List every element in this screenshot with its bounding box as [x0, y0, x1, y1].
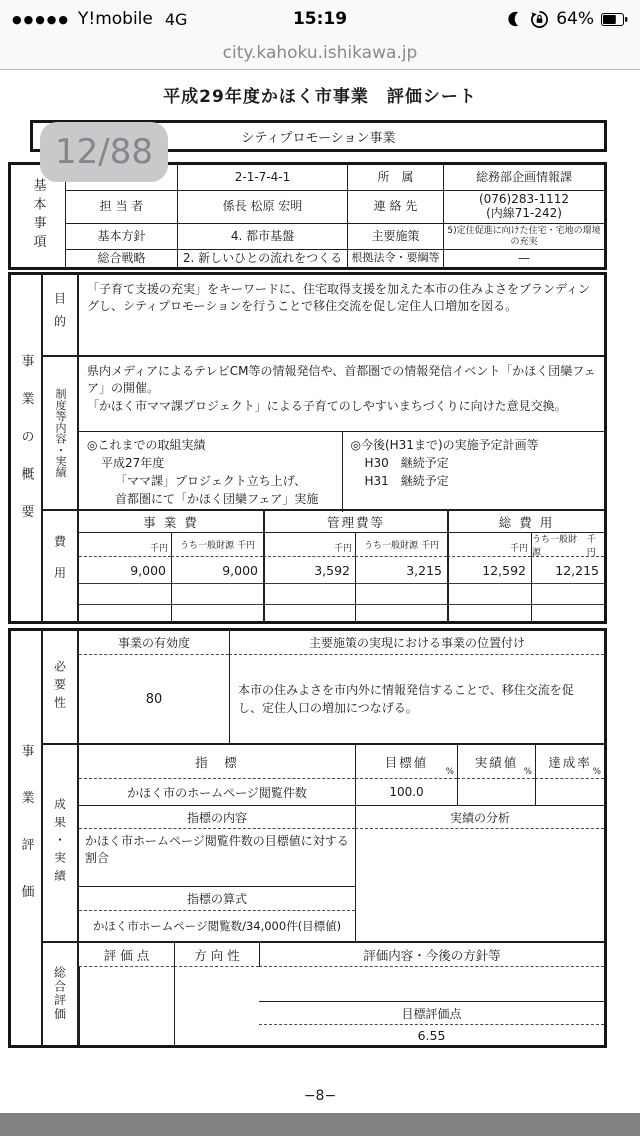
- network-type-label: 4G: [164, 9, 188, 29]
- rate-value: [535, 779, 604, 805]
- actual-header: 実績値 %: [457, 745, 535, 779]
- rate-header: 達成率 %: [535, 745, 604, 779]
- indicator-detail-text: かほく市ホームページ閲覧件数の目標値に対する割合: [79, 829, 355, 887]
- status-bar: [0, 0, 640, 38]
- basic-row3-value: 4. 都市基盤: [177, 223, 347, 249]
- future-plan-cell: ◎今後(H31まで)の実施予定計画等 H30 継続予定 H31 継続予定: [342, 432, 605, 512]
- necessity-label: 必要性: [41, 631, 77, 743]
- cost-table: 事 業 費 管理費等 総 費 用 千円 うち一般財源 千円 千円 うち一般財源 千円 千円 うち一般財源 千円 9,000 9,000 3,592 3,215 12,592 12,215: [77, 509, 604, 621]
- analysis-header: 実績の分析: [355, 805, 604, 829]
- cost-group-project: 事 業 費: [79, 511, 263, 533]
- url-bar[interactable]: [0, 38, 640, 68]
- cost-value: 3,215: [355, 557, 447, 583]
- signal-strength-icon: ●●●●●: [12, 12, 70, 26]
- basic-row4-label: 総合戦略: [65, 249, 177, 267]
- results-label: 成果・実績: [41, 743, 77, 941]
- actual-value: [457, 779, 535, 805]
- cost-unit-label: 千円: [79, 533, 171, 557]
- orientation-lock-icon: [530, 10, 549, 29]
- purpose-text: 「子育て支援の充実」をキーワードに、住宅取得支援を加えた本市の住みよさをブランディングし、シティプロモーションを行うことで移住交流を促し定住人口増加を図る。: [77, 275, 604, 355]
- basic-row3-label: 基本方針: [65, 223, 177, 249]
- pdf-background-bar: [0, 1113, 640, 1136]
- system-text: 県内メディアによるテレビCM等の情報発信や、首都圏での情報発信イベント「かほく団欒フェア」の開催。 「かほく市ママ課プロジェクト」による子育てのしやすいまちづくりに向けた意見交換。: [77, 355, 604, 431]
- indicator-detail-header: 指標の内容: [79, 805, 355, 829]
- evaluation-table: [8, 628, 607, 1048]
- document-title: 平成29年度かほく市事業 評価シート: [163, 87, 477, 107]
- overall-label: 総合評価: [41, 941, 77, 1045]
- battery-percent-label: 64%: [556, 9, 594, 29]
- basic-row4-value2: —: [443, 249, 604, 267]
- carrier-label: Y!mobile: [78, 9, 153, 29]
- overview-table: [8, 272, 607, 624]
- positioning-text: 本市の住みよさを市内外に情報発信することで、移住交流を促し、定住人口の増加につなげる。: [229, 655, 604, 743]
- clock-time: 15:19: [292, 9, 348, 29]
- cost-value: 3,592: [263, 557, 355, 583]
- cost-label: 費用: [41, 509, 77, 621]
- cost-value: 9,000: [171, 557, 263, 583]
- effectiveness-score: 80: [145, 691, 163, 707]
- pdf-page-indicator-badge: 12/88: [40, 122, 168, 182]
- score-value-cell: [259, 967, 604, 1001]
- basic-row4-label2: 根拠法令・要綱等: [347, 249, 443, 267]
- past-results-cell: ◎これまでの取組実績 平成27年度 「ママ課」プロジェクト立ち上げ、 首都圏にて「かほく団欒フェア」実施: [87, 438, 319, 506]
- basic-row2-label2: 連 絡 先: [347, 190, 443, 223]
- url-text: city.kahoku.ishikawa.jp: [222, 43, 418, 63]
- track-record-subtable: [77, 431, 604, 509]
- cost-subheader: うち一般財源 千円: [171, 533, 263, 557]
- cost-group-total: 総 費 用: [447, 511, 604, 533]
- cost-value: 12,215: [531, 557, 604, 583]
- basic-row2-label: 担 当 者: [65, 190, 177, 223]
- results-grid: [77, 743, 604, 941]
- pdf-document-view[interactable]: [0, 70, 640, 1113]
- necessity-grid: [77, 631, 604, 743]
- indicator-header: 指 標: [79, 745, 355, 779]
- basic-row3-value2: 5)定住促進に向けた住宅・宅地の環境の充実: [443, 223, 604, 249]
- section-label-evaluation: 事業評価: [18, 744, 34, 932]
- target-score-header: 目標評価点: [259, 1001, 604, 1025]
- target-header: 目標値 %: [355, 745, 457, 779]
- project-name-cell: シティプロモーション事業: [30, 120, 607, 152]
- basic-row2-value2: (076)283-1112 (内線71-242): [443, 190, 604, 223]
- system-label: 制度等内容・実績: [41, 355, 77, 509]
- cost-value: 9,000: [130, 562, 166, 578]
- cost-subheader: うち一般財源 千円: [355, 533, 447, 557]
- direction-value-cell: [79, 967, 174, 1045]
- positioning-header: 主要施策の実現における事業の位置付け: [229, 631, 604, 655]
- section-label-basic: 基本事項: [30, 178, 46, 254]
- basic-row1-label2: 所 属: [347, 165, 443, 190]
- overall-grid: [77, 941, 604, 1045]
- basic-row3-label2: 主要施策: [347, 223, 443, 249]
- cost-value: 12,592: [447, 557, 531, 583]
- cost-group-admin: 管理費等: [263, 511, 447, 533]
- basic-row2-value: 係長 松原 宏明: [177, 190, 347, 223]
- analysis-cell: [355, 829, 604, 941]
- purpose-label: 目的: [41, 275, 77, 355]
- formula-header: 指標の算式: [79, 887, 355, 911]
- browser-top-bar: [0, 0, 640, 70]
- basic-row1-value2: 総務部企画情報課: [443, 165, 604, 190]
- basic-row1-value: 2-1-7-4-1: [177, 165, 347, 190]
- content-value-cell: [174, 967, 259, 1045]
- formula-text: かほく市ホームページ閲覧数/34,000件(目標値): [92, 919, 342, 933]
- cost-subheader: うち一般財源 千円: [531, 533, 604, 557]
- direction-header: 方 向 性: [174, 943, 259, 967]
- effectiveness-header: 事業の有効度: [79, 631, 229, 655]
- content-header: 評価内容・今後の方針等: [259, 943, 604, 967]
- target-score-value: 6.55: [417, 1027, 446, 1043]
- battery-icon: [601, 13, 628, 26]
- score-header: 評 価 点: [79, 943, 174, 967]
- document-page-number: −8−: [303, 1088, 337, 1104]
- target-value: 100.0: [355, 779, 457, 805]
- do-not-disturb-moon-icon: [505, 10, 523, 28]
- basic-row4-value: 2. 新しいひとの流れをつくる: [177, 249, 347, 267]
- indicator-value: かほく市のホームページ閲覧件数: [127, 785, 307, 800]
- section-label-overview: 事業の概要: [18, 353, 34, 543]
